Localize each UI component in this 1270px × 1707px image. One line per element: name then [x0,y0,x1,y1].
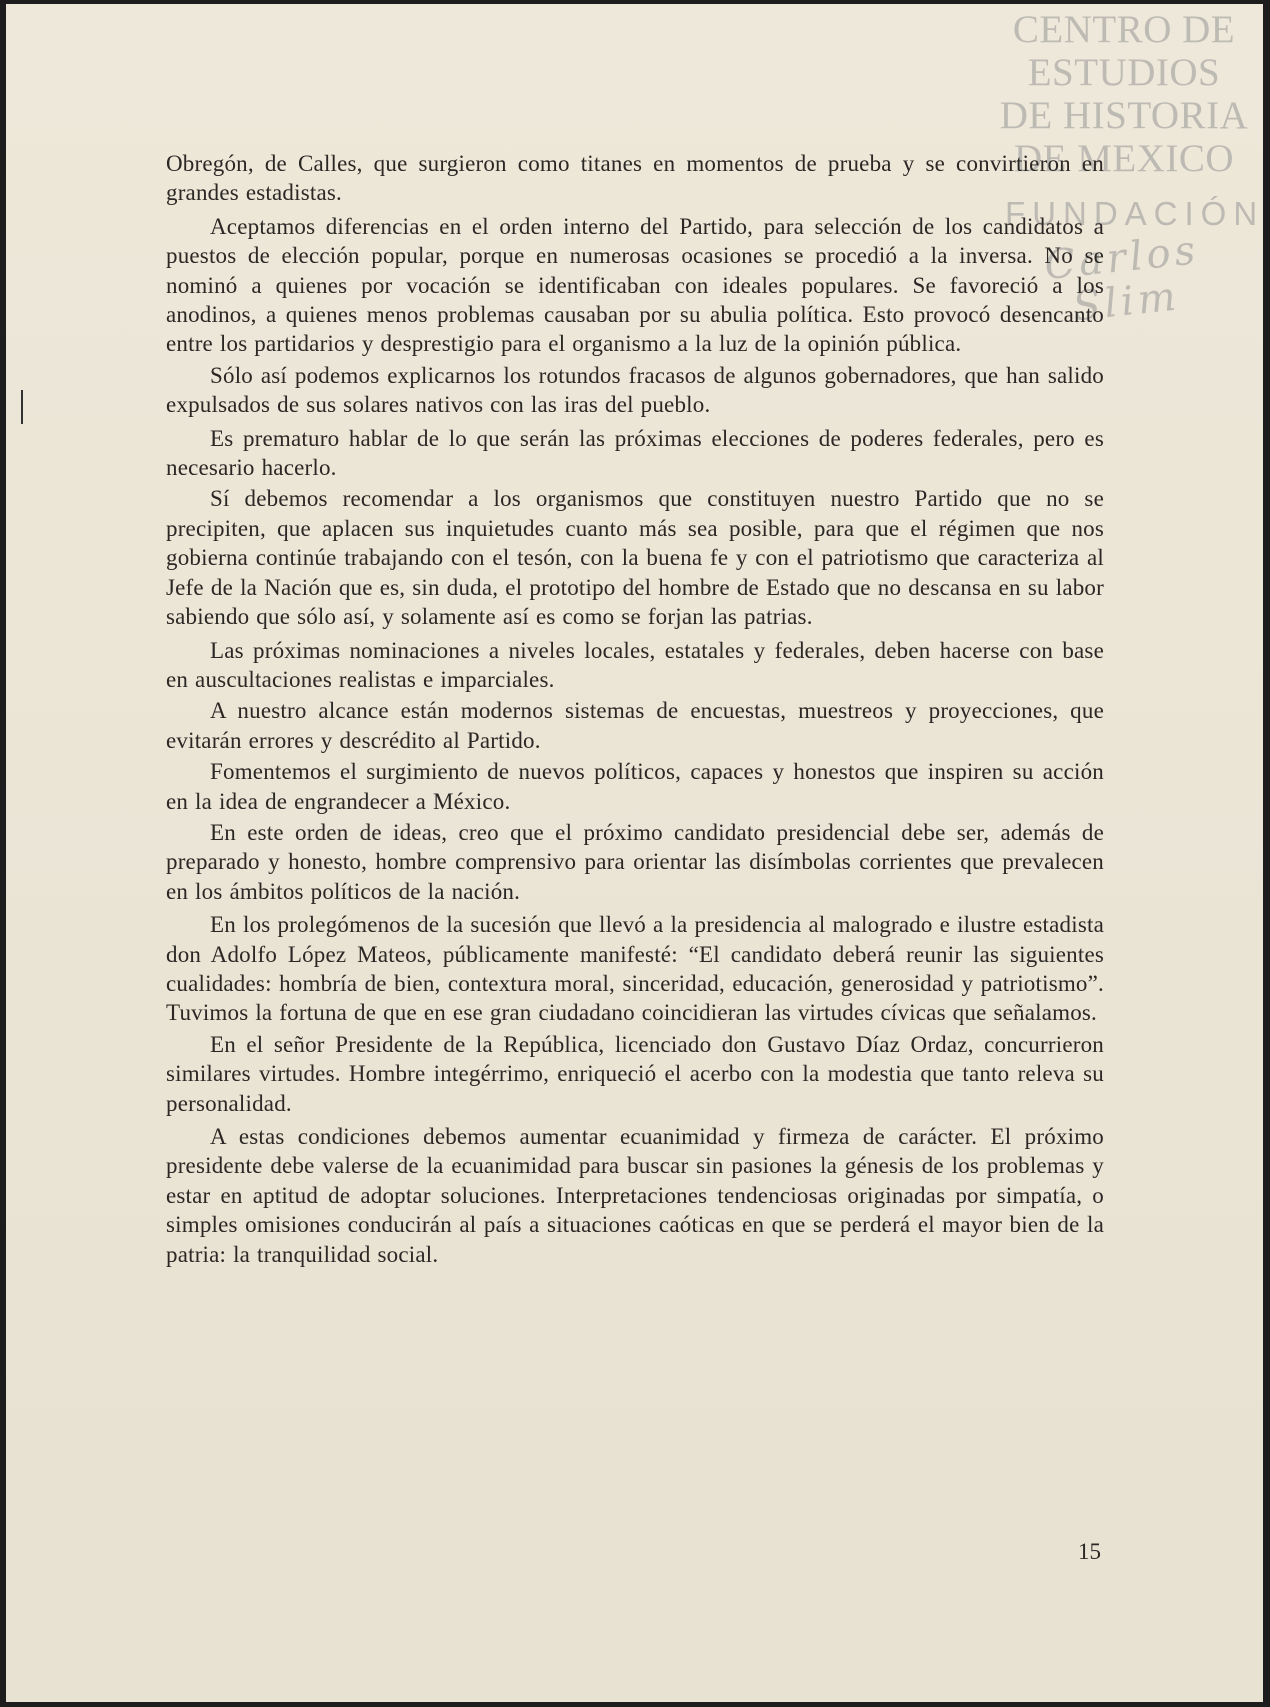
watermark-line: ESTUDIOS [1027,51,1221,94]
paragraph: Obregón, de Calles, que surgieron como titanes en momentos de prueba y se convirtieron en grandes estadistas. [166,151,1104,206]
watermark-signature: Carlos Slim [1042,227,1202,331]
watermark-fundacion: FUNDACIÓN [1005,195,1265,232]
paragraph: Es prematuro hablar de lo que serán las próximas elecciones de poderes federales, pero es necesario hacerlo. [166,425,1104,481]
paragraph: En los prolegómenos de la sucesión que llevó a la presidencia al malogrado e ilustre estadista don Adolfo López Mateos, públicamente manifesté: “El candidato deberá reunir las siguientes cualidades: hombría de bien, contextura moral, sinceridad, educación, generosidad y patriotismo”. Tuvimos la fortuna de que en ese gran ciudadano coincidieran las virtudes cívicas que señalamos. [166,912,1104,1026]
paragraph: Las próximas nominaciones a niveles locales, estatales y federales, deben hacerse con base en auscultaciones realistas e imparciales. [166,637,1104,692]
paragraph: A estas condiciones debemos aumentar ecuanimidad y firmeza de carácter. El próximo presidente debe valerse de la ecuanimidad para buscar sin pasiones la génesis de los problemas y estar en aptitud de adoptar soluciones. Interpretaciones tendenciosas originadas por simpatía, o simples omisiones conducirán al país a situaciones caóticas en que se perderá el mayor bien de la patria: la tranquilidad social. [166,1124,1104,1267]
watermark-line: CENTRO DE [1012,8,1236,51]
watermark-line: DE HISTORIA [999,94,1249,137]
document-page [6,4,1263,1702]
paragraph: En este orden de ideas, creo que el próximo candidato presidencial debe ser, además de preparado y honesto, hombre comprensivo para orientar las disímbolas corrientes que prevalecen en los ámbitos políticos de la nación. [166,819,1104,904]
paragraph: Aceptamos diferencias en el orden interno del Partido, para selección de los candidatos a puestos de elección popular, porque en numerosas ocasiones se procedió a la inversa. No se nominó a quienes por vocación se identificaban con ideales populares. Se favoreció a los anodinos, a quienes menos problemas causaban por su abulia política. Esto provocó desencanto entre los partidarios y desprestigio para el organismo a la luz de la opinión pública. [166,213,1104,357]
watermark-line: DE MEXICO [1013,137,1235,180]
paragraph: A nuestro alcance están modernos sistemas de encuestas, muestreos y proyecciones, que evitarán errores y descrédito al Partido. [166,698,1104,753]
body-text [166,149,1104,1271]
margin-mark [21,390,23,424]
paragraph: Fomentemos el surgimiento de nuevos políticos, capaces y honestos que inspiren su acción en la idea de engrandecer a México. [166,759,1104,814]
paragraph: Sólo así podemos explicarnos los rotundos fracasos de algunos gobernadores, que han salido expulsados de sus solares nativos con las iras del pueblo. [166,362,1104,418]
paragraph: En el señor Presidente de la República, licenciado don Gustavo Díaz Ordaz, concurrieron similares virtudes. Hombre integérrimo, enriqueció el acerbo con la modestia que tanto releva su personalidad. [166,1031,1104,1116]
page-number: 15 [1078,1539,1101,1564]
paragraph: Sí debemos recomendar a los organismos que constituyen nuestro Partido que no se precipiten, que aplacen sus inquietudes cuanto más sea posible, para que el régimen que nos gobierna continúe trabajando con el tesón, con la buena fe y con el patriotismo que caracteriza al Jefe de la Nación que es, sin duda, el prototipo del hombre de Estado que no descansa en su labor sabiendo que sólo así, y solamente así es como se forjan las patrias. [166,486,1104,630]
